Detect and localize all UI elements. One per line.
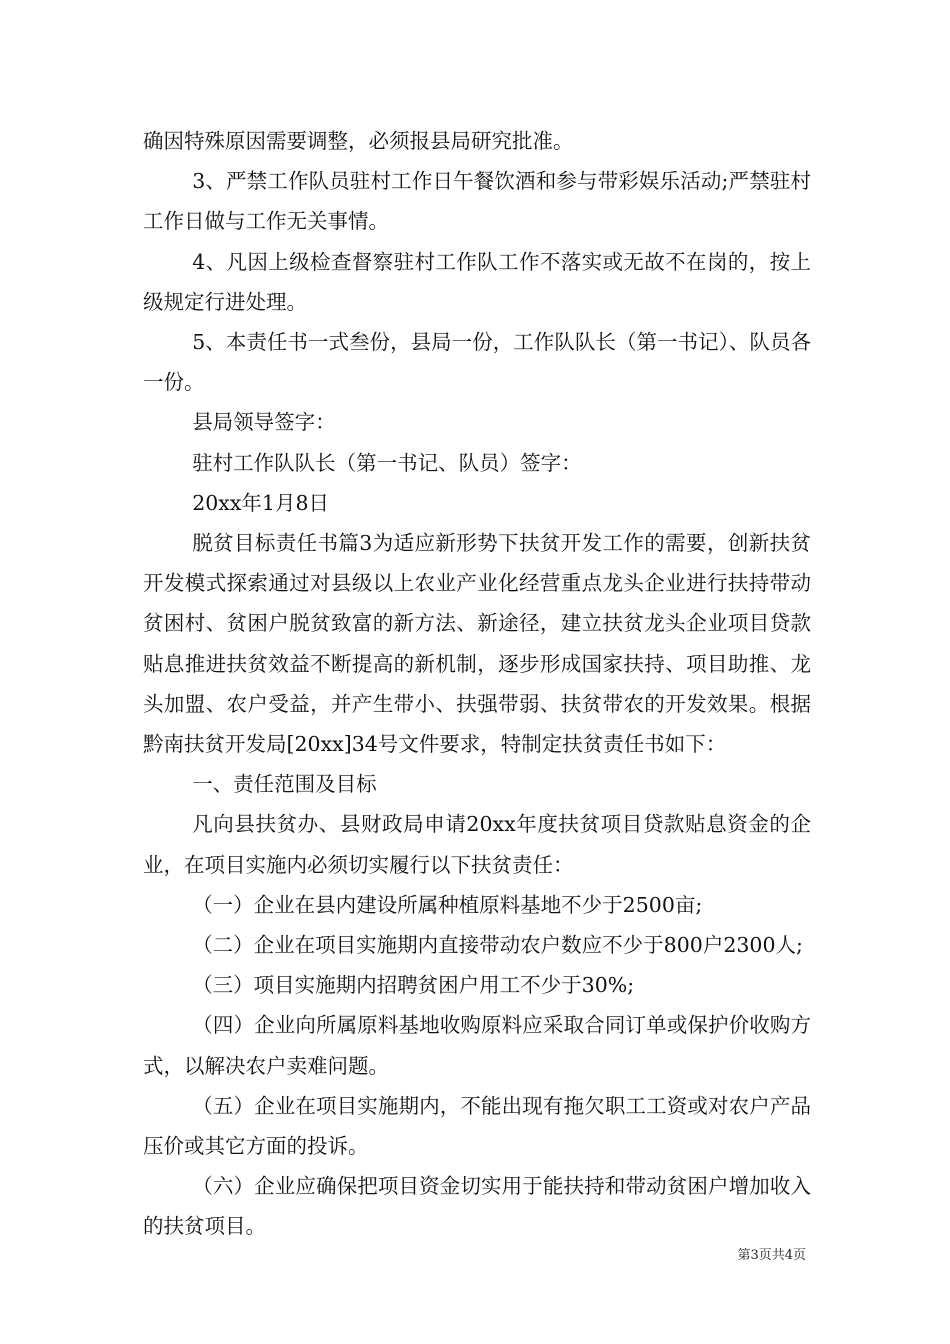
document-body	[143, 121, 811, 1247]
signature-line-team-leader: 驻村工作队队长（第一书记、队员）签字：	[192, 450, 582, 475]
list-item-5: （五）企业在项目实施期内，不能出现有拖欠职工工资或对农户产品压价或其它方面的投诉。	[143, 1093, 811, 1159]
paragraph-2: 3、严禁工作队员驻村工作日午餐饮酒和参与带彩娱乐活动;严禁驻村工作日做与工作无关事情。	[143, 169, 811, 234]
list-item-1: （一）企业在县内建设所属种植原料基地不少于2500亩;	[192, 892, 703, 917]
paragraph-intro-chapter-3: 脱贫目标责任书篇3为适应新形势下扶贫开发工作的需要，创新扶贫开发模式探索通过对县级以上农业产业化经营重点龙头企业进行扶持带动贫困村、贫困户脱贫致富的新方法、新途径，建立扶贫龙头企业项目贷款贴息推进扶贫效益不断提高的新机制，逐步形成国家扶持、项目助推、龙头加盟、农户受益，并产生带小、扶强带弱、扶贫带农的开发效果。根据黔南扶贫开发局[20xx]34号文件要求，特制定扶贫责任书如下：	[143, 531, 811, 757]
paragraph-1: 确因特殊原因需要调整，必须报县局研究批准。	[143, 129, 574, 153]
page-number: 第3页共4页	[737, 1248, 806, 1263]
signature-line-county-leader: 县局领导签字：	[192, 410, 336, 435]
document-date: 20xx年1月8日	[192, 490, 329, 515]
list-item-2: （二）企业在项目实施期内直接带动农户数应不少于800户2300人;	[192, 933, 803, 958]
list-item-3: （三）项目实施期内招聘贫困户用工不少于30%;	[192, 973, 635, 998]
paragraph-3: 4、凡因上级检查督察驻村工作队工作不落实或无故不在岗的，按上级规定行进处理。	[143, 249, 811, 314]
list-item-4: （四）企业向所属原料基地收购原料应采取合同订单或保护价收购方式，以解决农户卖难问题。	[143, 1013, 811, 1078]
list-item-6: （六）企业应确保把项目资金切实用于能扶持和带动贫困户增加收入的扶贫项目。	[143, 1174, 811, 1239]
section-heading-1: 一、责任范围及目标	[192, 772, 377, 797]
paragraph-4: 5、本责任书一式叁份，县局一份，工作队队长（第一书记）、队员各一份。	[143, 330, 811, 395]
paragraph-scope: 凡向县扶贫办、县财政局申请20xx年度扶贫项目贷款贴息资金的企业，在项目实施内必须切实履行以下扶贫责任：	[143, 812, 811, 877]
